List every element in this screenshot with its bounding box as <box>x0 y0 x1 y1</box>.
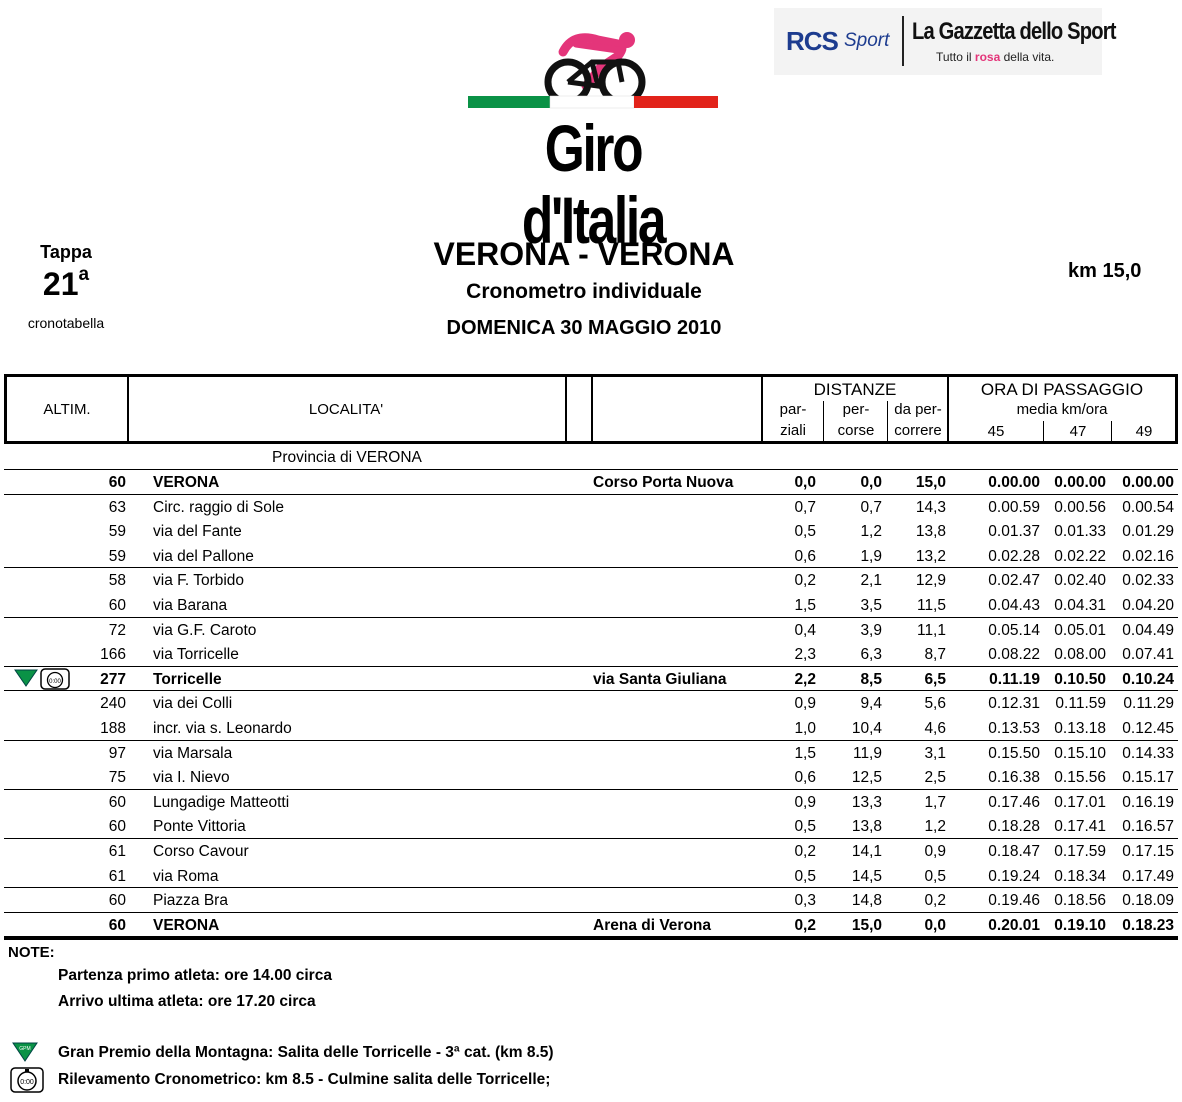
cell-time-47: 0.17.01 <box>1054 793 1106 811</box>
table-row <box>4 618 1178 643</box>
mountain-prize-icon <box>12 1042 38 1062</box>
table-row <box>4 642 1178 667</box>
cell-time-45: 0.02.28 <box>988 547 1040 565</box>
cell-location: incr. via s. Leonardo <box>153 720 292 737</box>
cell-location: via Roma <box>153 867 219 885</box>
cell-location: via I. Nievo <box>153 769 230 787</box>
cell-altitude: 240 <box>100 695 126 713</box>
cell-time-47: 0.18.56 <box>1054 892 1106 910</box>
cell-time-47: 0.19.10 <box>1054 916 1106 934</box>
cell-dist-remaining: 0,5 <box>924 867 946 885</box>
table-row <box>4 691 1178 716</box>
cell-dist-partial: 0,6 <box>794 547 816 565</box>
cell-dist-partial: 0,4 <box>794 621 816 639</box>
cell-time-47: 0.02.22 <box>1054 547 1106 565</box>
th-parziali-2: ziali <box>780 422 806 439</box>
table-row <box>4 544 1178 569</box>
rcs-sport-text: Sport <box>844 30 890 51</box>
cell-dist-covered: 14,5 <box>851 867 882 885</box>
cell-time-45: 0.11.19 <box>989 670 1040 688</box>
cell-time-49: 0.17.15 <box>1122 843 1174 860</box>
cell-dist-covered: 12,5 <box>851 769 882 787</box>
th-speed-49: 49 <box>1135 423 1153 440</box>
cell-dist-covered: 2,1 <box>860 572 882 590</box>
cell-dist-covered: 3,9 <box>860 621 882 639</box>
cell-time-47: 0.08.00 <box>1054 646 1106 664</box>
cell-dist-partial: 0,2 <box>794 572 816 590</box>
cell-time-45: 0.20.01 <box>988 916 1040 934</box>
mountain-prize-icon <box>14 669 38 687</box>
cell-time-47: 0.15.56 <box>1054 769 1106 787</box>
crono-icon-label: 0:00 <box>20 1079 34 1086</box>
cell-dist-covered: 14,1 <box>851 843 882 860</box>
cell-dist-remaining: 0,2 <box>924 892 946 910</box>
cell-time-45: 0.12.31 <box>988 695 1040 713</box>
cell-location: via Marsala <box>153 744 233 762</box>
th-distanze: DISTANZE <box>813 380 897 399</box>
cell-time-47: 0.17.41 <box>1054 818 1106 836</box>
col-divider <box>1043 421 1044 441</box>
stage-title: VERONA - VERONA <box>433 236 735 272</box>
th-localita: LOCALITA' <box>308 401 384 418</box>
cell-street: Corso Porta Nuova <box>593 474 734 491</box>
cell-dist-covered: 15,0 <box>851 916 882 934</box>
cell-altitude: 75 <box>108 769 126 787</box>
cell-location: via Torricelle <box>153 646 239 664</box>
cell-dist-remaining: 5,6 <box>924 695 946 713</box>
cell-dist-partial: 0,6 <box>794 769 816 787</box>
cell-altitude: 97 <box>108 744 126 762</box>
cell-time-45: 0.05.14 <box>988 621 1040 639</box>
cell-dist-partial: 1,0 <box>794 720 816 737</box>
cell-time-47: 0.18.34 <box>1054 867 1106 885</box>
cyclist-icon <box>548 32 642 102</box>
cell-altitude: 60 <box>108 892 126 910</box>
cell-dist-remaining: 11,5 <box>916 597 946 614</box>
cell-dist-partial: 1,5 <box>794 744 816 762</box>
cell-dist-remaining: 15,0 <box>915 474 946 491</box>
note-arrivo: Arrivo ultima atleta: ore 17.20 circa <box>58 993 316 1010</box>
cell-dist-remaining: 4,6 <box>924 720 946 737</box>
cell-altitude: 60 <box>108 474 126 491</box>
cell-location: Circ. raggio di Sole <box>153 498 284 516</box>
th-speed-47: 47 <box>1069 423 1087 440</box>
cell-time-49: 0.02.16 <box>1122 547 1174 565</box>
cell-altitude: 72 <box>108 621 126 639</box>
cell-location: via dei Colli <box>153 695 233 713</box>
cell-altitude: 166 <box>100 646 126 664</box>
th-parziali-1: par- <box>779 401 807 418</box>
cell-dist-remaining: 8,7 <box>924 646 946 664</box>
cell-altitude: 59 <box>108 547 126 565</box>
cell-dist-covered: 3,5 <box>860 597 882 614</box>
note-gpm: Gran Premio della Montagna: Salita delle Torricelle - 3ª cat. (km 8.5) <box>58 1044 554 1061</box>
cell-time-47: 0.02.40 <box>1054 572 1106 590</box>
cell-dist-remaining: 13,2 <box>915 547 946 565</box>
cell-time-47: 0.11.59 <box>1055 695 1106 713</box>
cell-time-49: 0.01.29 <box>1122 523 1174 541</box>
cell-dist-remaining: 2,5 <box>924 769 946 787</box>
cell-dist-partial: 1,5 <box>794 597 816 614</box>
cell-location: VERONA <box>153 916 220 934</box>
cell-time-49: 0.18.09 <box>1122 892 1174 910</box>
slogan-rosa: rosa <box>974 50 1001 64</box>
cell-dist-covered: 0,0 <box>860 474 882 491</box>
col-divider <box>823 401 824 441</box>
cell-dist-covered: 11,9 <box>852 744 882 762</box>
cell-time-45: 0.08.22 <box>988 646 1040 664</box>
th-dapercorrere-2: correre <box>894 422 942 439</box>
cell-altitude: 60 <box>108 818 126 836</box>
table-row <box>4 790 1178 815</box>
cell-time-45: 0.15.50 <box>988 744 1040 762</box>
col-divider <box>565 377 567 441</box>
cell-altitude: 60 <box>108 793 126 811</box>
stage-type: Cronometro individuale <box>466 280 702 303</box>
table-row <box>4 593 1178 618</box>
cell-time-47: 0.10.50 <box>1054 670 1106 688</box>
cell-dist-covered: 14,8 <box>851 892 882 910</box>
stage-distance: km 15,0 <box>1068 260 1142 282</box>
gpm-icon-label: GPM <box>19 1046 31 1052</box>
cell-dist-remaining: 13,8 <box>915 523 946 541</box>
col-divider <box>591 377 593 441</box>
province-label: Provincia di VERONA <box>272 449 422 466</box>
table-row <box>4 839 1178 864</box>
cell-dist-covered: 10,4 <box>851 720 882 737</box>
tappa-number-value: 21 <box>42 266 79 302</box>
crono-icon-label: 0:00 <box>49 678 61 685</box>
cell-time-47: 0.15.10 <box>1054 744 1106 762</box>
slogan-part-2: della vita. <box>1003 50 1055 64</box>
note-partenza: Partenza primo atleta: ore 14.00 circa <box>58 967 332 984</box>
th-percorse-2: corse <box>837 422 875 439</box>
table-bottom-border <box>4 936 1178 940</box>
cell-dist-remaining: 1,7 <box>924 793 946 811</box>
giro-wordmark: Giro d'Italia <box>521 111 665 257</box>
cell-time-45: 0.19.46 <box>988 892 1040 910</box>
table-row <box>4 495 1178 520</box>
cell-altitude: 60 <box>108 597 126 614</box>
cell-dist-partial: 0,5 <box>794 523 816 541</box>
cell-time-45: 0.02.47 <box>988 572 1040 590</box>
cell-dist-remaining: 6,5 <box>924 670 946 688</box>
cell-time-45: 0.18.28 <box>988 818 1040 836</box>
cell-altitude: 61 <box>108 867 126 885</box>
cell-time-49: 0.16.19 <box>1122 793 1174 811</box>
cell-dist-partial: 2,2 <box>794 670 816 688</box>
cronotabella-label: cronotabella <box>27 315 105 331</box>
cell-location: via del Pallone <box>153 547 254 565</box>
table-row <box>4 568 1178 593</box>
cell-altitude: 61 <box>108 843 126 860</box>
table-row <box>4 864 1178 889</box>
cell-location: Ponte Vittoria <box>153 818 246 836</box>
cell-dist-remaining: 0,9 <box>924 843 946 860</box>
tappa-suffix: a <box>78 264 90 285</box>
table-row <box>4 716 1178 741</box>
cell-time-45: 0.00.00 <box>988 474 1040 491</box>
cell-dist-partial: 0,9 <box>794 695 816 713</box>
cell-location: Lungadige Matteotti <box>153 793 290 811</box>
cell-time-45: 0.18.47 <box>988 843 1040 860</box>
cell-dist-partial: 0,5 <box>794 818 816 836</box>
stopwatch-icon <box>10 1067 44 1093</box>
cell-time-47: 0.17.59 <box>1054 843 1106 860</box>
th-media: media km/ora <box>1016 401 1108 418</box>
cell-dist-partial: 0,2 <box>794 843 816 860</box>
cell-dist-covered: 1,9 <box>860 547 882 565</box>
cell-altitude: 188 <box>100 720 126 737</box>
stopwatch-icon <box>40 668 70 690</box>
tappa-number <box>18 266 114 303</box>
cell-location: Torricelle <box>153 670 222 688</box>
cell-dist-covered: 0,7 <box>860 498 882 516</box>
table-row <box>4 667 1178 692</box>
cell-location: Piazza Bra <box>153 892 228 910</box>
cell-time-49: 0.18.23 <box>1122 916 1174 934</box>
cell-time-47: 0.04.31 <box>1054 597 1106 614</box>
cell-altitude: 60 <box>108 916 126 934</box>
cell-time-45: 0.17.46 <box>988 793 1040 811</box>
table-row <box>4 470 1178 495</box>
notes-title: NOTE: <box>8 944 55 961</box>
cell-dist-covered: 13,8 <box>851 818 882 836</box>
cell-time-45: 0.00.59 <box>988 498 1040 516</box>
cell-time-47: 0.05.01 <box>1054 621 1106 639</box>
cell-street: via Santa Giuliana <box>593 670 727 688</box>
cell-time-45: 0.13.53 <box>988 720 1040 737</box>
cell-time-47: 0.01.33 <box>1054 523 1106 541</box>
cell-dist-partial: 0,0 <box>794 474 816 491</box>
cell-time-49: 0.12.45 <box>1122 720 1174 737</box>
cell-dist-partial: 2,3 <box>794 646 816 664</box>
slogan-part-1: Tutto il <box>936 50 972 64</box>
cell-time-47: 0.00.00 <box>1054 474 1106 491</box>
gazzetta-slogan <box>936 50 1054 64</box>
cell-street: Arena di Verona <box>593 916 712 934</box>
table-row <box>4 814 1178 839</box>
cell-time-49: 0.07.41 <box>1122 646 1174 664</box>
table-row <box>4 888 1178 913</box>
cell-time-49: 0.15.17 <box>1122 769 1174 787</box>
cell-time-49: 0.00.00 <box>1122 474 1174 491</box>
cell-dist-covered: 8,5 <box>860 670 882 688</box>
cell-time-45: 0.19.24 <box>988 867 1040 885</box>
cell-time-45: 0.01.37 <box>988 523 1040 541</box>
province-row <box>4 445 1178 470</box>
cell-dist-partial: 0,9 <box>794 793 816 811</box>
cell-dist-remaining: 11,1 <box>916 621 946 639</box>
cell-dist-remaining: 3,1 <box>924 744 946 762</box>
cell-dist-partial: 0,7 <box>794 498 816 516</box>
cell-dist-remaining: 1,2 <box>924 818 946 836</box>
cell-location: via F. Torbido <box>153 572 245 590</box>
gazzetta-logo-text: La Gazzetta dello Sport <box>912 18 1116 45</box>
cell-altitude: 63 <box>108 498 126 516</box>
rcs-logo-text: RCS <box>786 26 838 56</box>
cell-time-49: 0.04.49 <box>1122 621 1174 639</box>
cell-location: VERONA <box>153 474 220 491</box>
cell-dist-partial: 0,3 <box>794 892 816 910</box>
cell-altitude: 277 <box>100 670 126 688</box>
cell-time-49: 0.02.33 <box>1122 572 1174 590</box>
cell-time-49: 0.00.54 <box>1122 498 1174 516</box>
cell-location: via del Fante <box>153 523 242 541</box>
cell-time-49: 0.16.57 <box>1122 818 1174 836</box>
cell-location: via G.F. Caroto <box>153 621 257 639</box>
cell-location: Corso Cavour <box>153 843 249 860</box>
cell-time-47: 0.00.56 <box>1054 498 1106 516</box>
cell-dist-covered: 6,3 <box>860 646 882 664</box>
table-row <box>4 913 1178 938</box>
cell-dist-partial: 0,2 <box>794 916 816 934</box>
cell-time-47: 0.13.18 <box>1054 720 1106 737</box>
cell-altitude: 58 <box>108 572 126 590</box>
table-header <box>4 374 1178 444</box>
stage-date: DOMENICA 30 MAGGIO 2010 <box>446 317 722 339</box>
th-percorse-1: per- <box>842 401 870 418</box>
cell-dist-remaining: 12,9 <box>915 572 946 590</box>
table-row <box>4 765 1178 790</box>
note-crono: Rilevamento Cronometrico: km 8.5 - Culmine salita delle Torricelle; <box>58 1071 551 1088</box>
cell-altitude: 59 <box>108 523 126 541</box>
cell-dist-remaining: 14,3 <box>915 498 946 516</box>
cell-location: via Barana <box>153 597 228 614</box>
col-divider <box>1111 421 1112 441</box>
cell-dist-remaining: 0,0 <box>924 916 946 934</box>
cell-time-49: 0.04.20 <box>1122 597 1174 614</box>
cell-time-45: 0.16.38 <box>988 769 1040 787</box>
th-dapercorrere-1: da per- <box>894 401 942 418</box>
partner-logo <box>774 8 1116 75</box>
cell-dist-covered: 9,4 <box>860 695 882 713</box>
th-speed-45: 45 <box>987 423 1005 440</box>
partner-divider <box>902 16 904 66</box>
th-ora-passaggio: ORA DI PASSAGGIO <box>980 380 1144 399</box>
th-altim: ALTIM. <box>43 401 91 418</box>
cell-time-45: 0.04.43 <box>988 597 1040 614</box>
cell-time-49: 0.17.49 <box>1122 867 1174 885</box>
table-row <box>4 519 1178 544</box>
cell-dist-covered: 13,3 <box>851 793 882 811</box>
cell-time-49: 0.10.24 <box>1122 670 1174 688</box>
table-row <box>4 741 1178 766</box>
cell-time-49: 0.14.33 <box>1122 744 1174 762</box>
tappa-label: Tappa <box>40 242 92 262</box>
cell-dist-partial: 0,5 <box>794 867 816 885</box>
cell-dist-covered: 1,2 <box>860 523 882 541</box>
cell-time-49: 0.11.29 <box>1123 695 1174 713</box>
